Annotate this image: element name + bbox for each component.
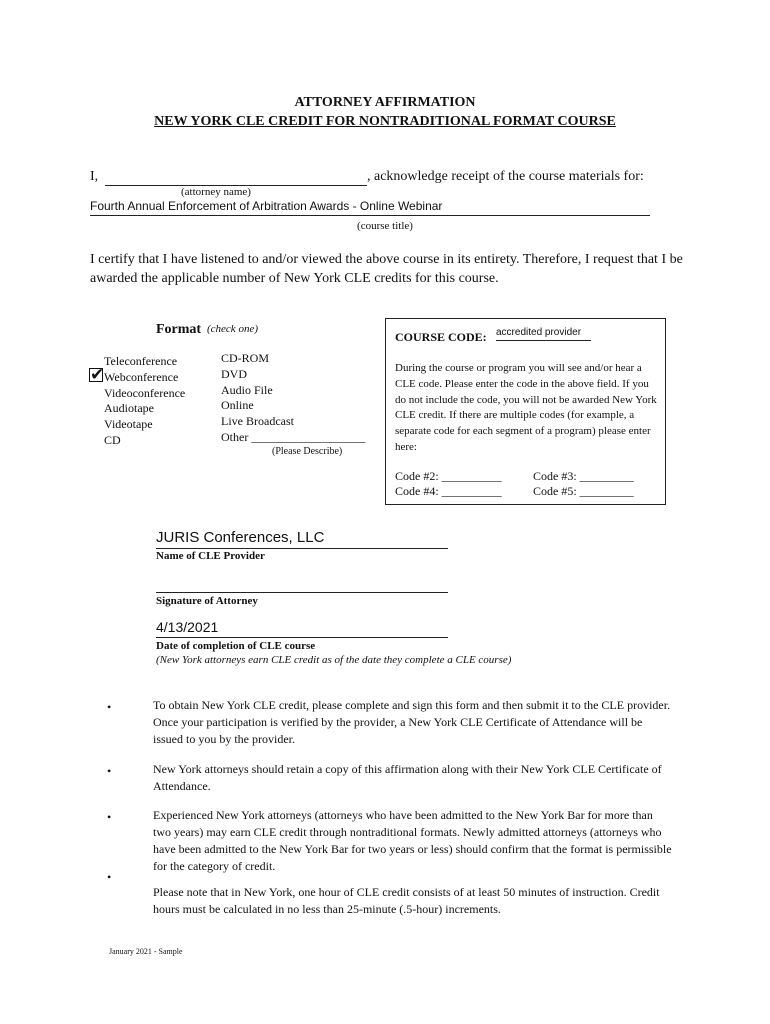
attorney-name-caption: (attorney name) [181, 186, 251, 198]
ack-suffix: , acknowledge receipt of the course materials for: [367, 169, 644, 184]
code-4-field[interactable]: Code #4: __________ [395, 484, 502, 498]
course-code-label: COURSE CODE: [395, 330, 487, 344]
option-videotape[interactable]: Videotape [104, 417, 153, 432]
form-title-line1: ATTORNEY AFFIRMATION [294, 95, 476, 110]
please-describe-caption: (Please Describe) [272, 446, 343, 457]
ack-prefix: I, [90, 169, 99, 184]
code-5-field[interactable]: Code #5: _________ [533, 484, 634, 498]
completion-date-field[interactable] [156, 618, 448, 638]
option-online[interactable]: Online [221, 398, 254, 413]
completion-date-note: (New York attorneys earn CLE credit as of the date they complete a CLE course) [156, 654, 512, 666]
bullet-icon: • [107, 810, 112, 824]
option-cd-rom[interactable]: CD-ROM [221, 351, 270, 365]
course-code-box [385, 318, 666, 505]
cle-provider-field[interactable] [156, 528, 448, 549]
form-title-line2: NEW YORK CLE CREDIT FOR NONTRADITIONAL FORMAT COURSE [154, 114, 616, 129]
webconference-checkbox[interactable] [89, 365, 105, 385]
completion-date-label: Date of completion of CLE course [156, 640, 316, 652]
option-videoconference[interactable]: Videoconference [104, 385, 186, 400]
signature-field[interactable] [156, 575, 448, 593]
format-label: Format [156, 322, 202, 337]
footer-note: January 2021 - Sample [109, 947, 183, 956]
option-teleconference[interactable]: Teleconference [104, 354, 178, 368]
format-hint: (check one) [207, 323, 258, 335]
cle-provider-value: JURIS Conferences, LLC [156, 529, 325, 546]
cle-provider-label: Name of CLE Provider [156, 550, 265, 562]
bullet-icon: • [107, 870, 112, 884]
option-other[interactable]: Other ___________________ [221, 429, 366, 444]
course-code-field[interactable] [496, 327, 591, 341]
attorney-name-field[interactable] [105, 169, 367, 186]
option-audiotape[interactable]: Audiotape [104, 401, 154, 416]
option-dvd[interactable]: DVD [221, 366, 247, 381]
check-mark-icon: ✔ [90, 365, 105, 385]
bullet-text-2: New York attorneys should retain a copy of this affirmation along with their New York CLE Certificate of Attendance. [153, 762, 662, 793]
bullet-icon: • [107, 700, 112, 714]
bullet-text-3: Experienced New York attorneys (attorneys who have been admitted to the New York Bar for more than two years) may earn CLE credit through nontraditional formats. Newly admitted attorneys (attorneys who have been admitted to the New York Bar for two years or less) should confirm that the format is permissible for the category of credit. [153, 808, 672, 873]
bullet-icon: • [107, 764, 112, 778]
bullet-text-1: To obtain New York CLE credit, please complete and sign this form and then submit it to the CLE provider. Once your participation is verified by the provider, a New York CLE Certificate of Attendance will be issued to you by the provider. [153, 698, 671, 746]
option-cd[interactable]: CD [104, 432, 121, 447]
certify-paragraph: I certify that I have listened to and/or viewed the above course in its entirety. Therefore, I request that I be awarded the applicable number of New York CLE credits for this course. [90, 252, 683, 286]
format-options-right [221, 351, 365, 446]
course-code-value: accredited provider [496, 327, 582, 338]
code-2-field[interactable]: Code #2: __________ [395, 469, 502, 483]
completion-date-value: 4/13/2021 [156, 619, 219, 635]
format-options-left [104, 354, 185, 449]
course-title-value: Fourth Annual Enforcement of Arbitration Awards - Online Webinar [90, 199, 443, 213]
signature-label: Signature of Attorney [156, 595, 258, 607]
course-code-instructions: During the course or program you will see and/or hear a CLE code. Please enter the code in the above field. If you do not include the code, you will not be awarded New York CLE credit. If there are multiple codes (for example, a separate code for each segment of a program) please enter here: [395, 362, 657, 453]
bullet-text-4: Please note that in New York, one hour of CLE credit consists of at least 50 minutes of instruction. Credit hours must be calculated in no less than 25-minute (.5-hour) increments. [153, 885, 660, 916]
code-3-field[interactable]: Code #3: _________ [533, 469, 634, 483]
course-title-field[interactable] [90, 199, 650, 216]
option-live-broadcast[interactable]: Live Broadcast [221, 414, 294, 429]
course-title-caption: (course title) [357, 220, 413, 232]
option-webconference[interactable]: Webconference [104, 369, 179, 384]
option-audio-file[interactable]: Audio File [221, 382, 273, 397]
